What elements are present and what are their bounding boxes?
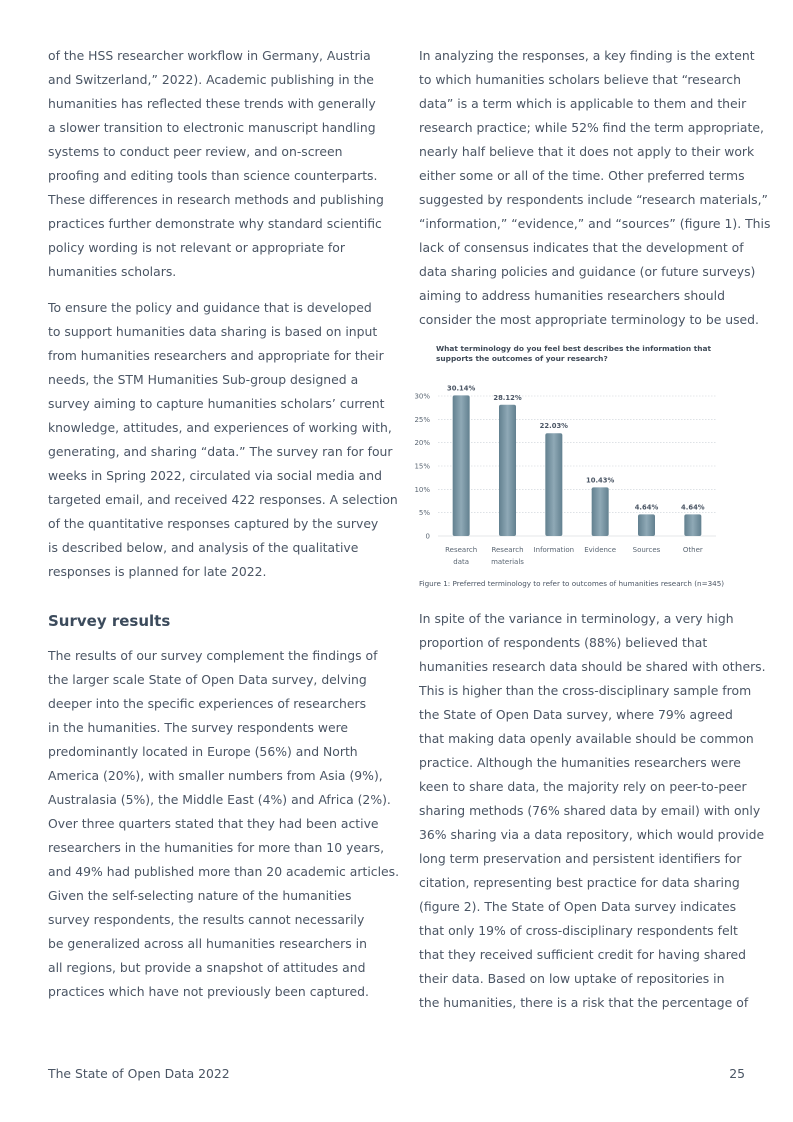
text-line: proportion of respondents (88%) believed that (419, 635, 708, 650)
bar (499, 405, 516, 536)
value-label: 4.64% (634, 503, 659, 512)
text-line: generating, and sharing “data.” The survey ran for four (48, 444, 393, 459)
bar (545, 433, 562, 536)
text-line: targeted email, and received 422 responses. A selection (48, 492, 398, 507)
bar (638, 514, 655, 536)
text-line: systems to conduct peer review, and on-screen (48, 144, 343, 159)
text-line: Over three quarters stated that they had been active (48, 816, 379, 831)
text-line: practices further demonstrate why standard scientific (48, 216, 382, 231)
text-line: nearly half believe that it does not apply to their work (419, 144, 755, 159)
text-line: knowledge, attitudes, and experiences of working with, (48, 420, 392, 435)
text-line: research practice; while 52% find the term appropriate, (419, 120, 764, 135)
x-tick-label: Research (491, 546, 524, 554)
x-tick-label: materials (491, 558, 524, 566)
left-para-3 (48, 644, 400, 1004)
y-tick-label: 20% (414, 439, 430, 448)
text-line: keen to share data, the majority rely on peer-to-peer (419, 779, 747, 794)
section-heading-survey-results: Survey results (48, 612, 171, 630)
text-line: predominantly located in Europe (56%) and North (48, 744, 358, 759)
x-tick-label: data (453, 558, 470, 566)
text-line: In spite of the variance in terminology, a very high (419, 611, 734, 626)
text-line: their data. Based on low uptake of repositories in (419, 971, 725, 986)
text-line: and Switzerland,” 2022). Academic publishing in the (48, 72, 374, 87)
text-line: that making data openly available should be common (419, 731, 754, 746)
text-line: is described below, and analysis of the qualitative (48, 540, 359, 555)
text-line: suggested by respondents include “research materials,” (419, 192, 768, 207)
bar (684, 514, 701, 536)
text-line: The results of our survey complement the findings of (48, 648, 378, 663)
text-line: that only 19% of cross-disciplinary respondents felt (419, 923, 738, 938)
text-line: This is higher than the cross-disciplinary sample from (419, 683, 752, 698)
text-line: In analyzing the responses, a key finding is the extent (419, 48, 755, 63)
value-label: 4.64% (681, 503, 705, 512)
text-line: responses is planned for late 2022. (48, 564, 267, 579)
chart-title: What terminology do you feel best describes the information that supports the outcomes of your research? (436, 344, 712, 363)
text-line: consider the most appropriate terminology to be used. (419, 312, 759, 327)
text-line: the State of Open Data survey, where 79% agreed (419, 707, 733, 722)
figure-caption: Figure 1: Preferred terminology to refer to outcomes of humanities research (n=345) (419, 579, 725, 588)
text-line: and 49% had published more than 20 academic articles. (48, 864, 400, 879)
y-tick-label: 25% (414, 415, 430, 424)
text-line: proofing and editing tools than science counterparts. (48, 168, 378, 183)
y-tick-label: 10% (414, 485, 430, 494)
figure-1-chart (410, 340, 750, 596)
page-number: 25 (729, 1066, 745, 1081)
text-line: humanities research data should be shared with others. (419, 659, 766, 674)
text-line: sharing methods (76% shared data by email) with only (419, 803, 761, 818)
y-tick-label: 5% (418, 509, 430, 518)
x-tick-label: Research (445, 546, 478, 554)
text-line: Australasia (5%), the Middle East (4%) and Africa (2%). (48, 792, 391, 807)
text-line: either some or all of the time. Other preferred terms (419, 168, 745, 183)
text-line: 36% sharing via a data repository, which would provide (419, 827, 765, 842)
text-line: from humanities researchers and appropriate for their (48, 348, 384, 363)
x-tick-label: Sources (632, 546, 661, 554)
text-line: aiming to address humanities researchers should (419, 288, 725, 303)
y-tick-label: 0 (425, 532, 430, 541)
text-line: practice. Although the humanities researchers were (419, 755, 741, 770)
y-tick-label: 15% (414, 462, 430, 471)
text-line: a slower transition to electronic manuscript handling (48, 120, 376, 135)
text-line: Given the self-selecting nature of the humanities (48, 888, 352, 903)
text-line: humanities scholars. (48, 264, 177, 279)
text-line: of the quantitative responses captured by the survey (48, 516, 379, 531)
text-line: weeks in Spring 2022, circulated via social media and (48, 468, 382, 483)
text-line: needs, the STM Humanities Sub-group designed a (48, 372, 359, 387)
text-line: lack of consensus indicates that the development of (419, 240, 744, 255)
text-line: the humanities, there is a risk that the percentage of (419, 995, 749, 1010)
bar (592, 487, 609, 536)
text-line: survey aiming to capture humanities scholars’ current (48, 396, 385, 411)
text-line: (figure 2). The State of Open Data survey indicates (419, 899, 737, 914)
text-line: survey respondents, the results cannot necessarily (48, 912, 365, 927)
text-line: policy wording is not relevant or appropriate for (48, 240, 345, 255)
x-tick-label: Information (533, 546, 575, 554)
text-line: humanities has reflected these trends with generally (48, 96, 376, 111)
right-column (419, 44, 771, 332)
text-line: be generalized across all humanities researchers in (48, 936, 367, 951)
chart-svg (410, 360, 750, 596)
text-line: practices which have not previously been captured. (48, 984, 369, 999)
text-line: These differences in research methods and publishing (48, 192, 384, 207)
text-line: to support humanities data sharing is based on input (48, 324, 378, 339)
text-line: that they received sufficient credit for having shared (419, 947, 747, 962)
value-label: 28.12% (493, 393, 522, 402)
left-column (48, 44, 400, 1004)
left-para-1 (48, 44, 384, 284)
bar (453, 395, 470, 536)
y-tick-label: 30% (414, 392, 430, 401)
value-label: 10.43% (586, 476, 615, 485)
text-line: all regions, but provide a snapshot of attitudes and (48, 960, 366, 975)
value-label: 30.14% (447, 384, 476, 393)
text-line: deeper into the specific experiences of researchers (48, 696, 367, 711)
text-line: long term preservation and persistent identifiers for (419, 851, 742, 866)
text-line: in the humanities. The survey respondents were (48, 720, 349, 735)
text-line: of the HSS researcher workflow in Germany, Austria (48, 48, 371, 63)
text-line: To ensure the policy and guidance that is developed (48, 300, 372, 315)
value-label: 22.03% (539, 422, 568, 431)
text-line: the larger scale State of Open Data survey, delving (48, 672, 367, 687)
right-column-lower (419, 607, 766, 1015)
text-line: data sharing policies and guidance (or future surveys) (419, 264, 756, 279)
right-para-1 (419, 44, 771, 332)
x-tick-label: Other (682, 546, 703, 554)
text-line: citation, representing best practice for data sharing (419, 875, 740, 890)
footer-title: The State of Open Data 2022 (48, 1066, 230, 1081)
right-para-2 (419, 607, 766, 1015)
text-line: researchers in the humanities for more than 10 years, (48, 840, 385, 855)
text-line: to which humanities scholars believe that “research (419, 72, 741, 87)
text-line: “information,” “evidence,” and “sources” (figure 1). This (419, 216, 771, 231)
text-line: data” is a term which is applicable to them and their (419, 96, 747, 111)
x-tick-label: Evidence (584, 546, 617, 554)
text-line: America (20%), with smaller numbers from Asia (9%), (48, 768, 383, 783)
left-para-2 (48, 296, 398, 584)
